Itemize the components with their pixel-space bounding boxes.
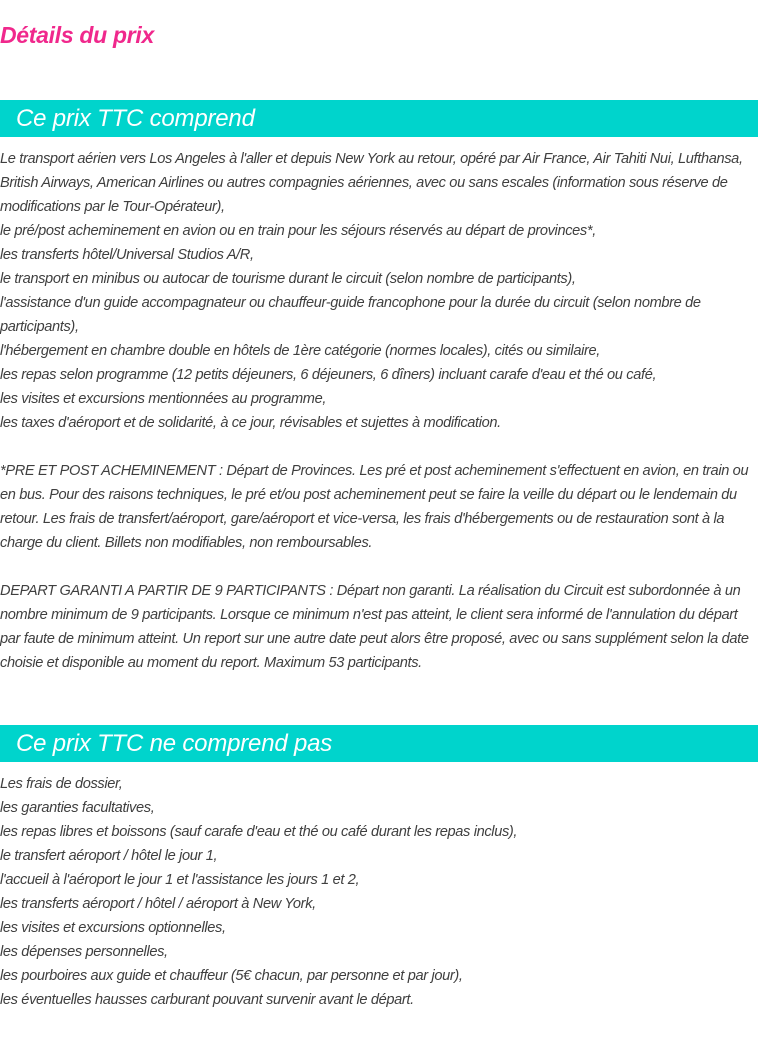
included-item: Le transport aérien vers Los Angeles à l'aller et depuis New York au retour, opéré par Air France, Air Tahiti Nui, Lufthansa, British Airways, American Airlines ou autres compagnies aériennes, avec ou sans escales (information sous réserve de modifications par le Tour-Opérateur), [0, 151, 743, 215]
page-title: Détails du prix [0, 22, 154, 48]
not-included-item: les dépenses personnelles, [0, 944, 168, 960]
not-included-content [0, 772, 758, 1012]
spacer [0, 555, 758, 579]
not-included-item: Les frais de dossier, [0, 776, 123, 792]
included-heading: Ce prix TTC comprend [16, 105, 255, 132]
not-included-item: les repas libres et boissons (sauf carafe d'eau et thé ou café durant les repas inclus), [0, 824, 518, 840]
not-included-item: les pourboires aux guide et chauffeur (5€ chacun, par personne et par jour), [0, 968, 463, 984]
spacer [0, 435, 758, 459]
included-item: les visites et excursions mentionnées au programme, [0, 391, 327, 407]
included-item: le pré/post acheminement en avion ou en train pour les séjours réservés au départ de provinces*, [0, 223, 596, 239]
included-section-header [0, 100, 758, 137]
not-included-item: l'accueil à l'aéroport le jour 1 et l'assistance les jours 1 et 2, [0, 872, 360, 888]
included-item: les taxes d'aéroport et de solidarité, à ce jour, révisables et sujettes à modification. [0, 415, 501, 431]
not-included-section-header [0, 725, 758, 762]
included-content [0, 147, 758, 675]
not-included-item: les visites et excursions optionnelles, [0, 920, 226, 936]
included-item: les transferts hôtel/Universal Studios A/R, [0, 247, 254, 263]
guaranteed-departure-note: DEPART GARANTI A PARTIR DE 9 PARTICIPANTS : Départ non garanti. La réalisation du Circuit est subordonnée à un nombre minimum de 9 participants. Lorsque ce minimum n'est pas atteint, le client sera informé de l'annulation du départ par faute de minimum atteint. Un report sur une autre date peut alors être proposé, avec ou sans supplément selon la date choisie et disponible au moment du report. Maximum 53 participants. [0, 583, 749, 671]
not-included-list [0, 772, 758, 1012]
not-included-item: le transfert aéroport / hôtel le jour 1, [0, 848, 218, 864]
included-list [0, 147, 758, 435]
not-included-heading: Ce prix TTC ne comprend pas [16, 730, 333, 757]
included-item: le transport en minibus ou autocar de tourisme durant le circuit (selon nombre de participants), [0, 271, 576, 287]
not-included-item: les éventuelles hausses carburant pouvant survenir avant le départ. [0, 992, 414, 1008]
pre-post-note: *PRE ET POST ACHEMINEMENT : Départ de Provinces. Les pré et post acheminement s'effectuent en avion, en train ou en bus. Pour des raisons techniques, le pré et/ou post acheminement peut se faire la veille du départ ou le lendemain du retour. Les frais de transfert/aéroport, gare/aéroport et vice-versa, les frais d'hébergements ou de restauration sont à la charge du client. Billets non modifiables, non remboursables. [0, 463, 749, 551]
not-included-item: les transferts aéroport / hôtel / aéroport à New York, [0, 896, 316, 912]
included-item: les repas selon programme (12 petits déjeuners, 6 déjeuners, 6 dîners) incluant carafe d'eau et thé ou café, [0, 367, 657, 383]
included-item: l'hébergement en chambre double en hôtels de 1ère catégorie (normes locales), cités ou similaire, [0, 343, 600, 359]
not-included-item: les garanties facultatives, [0, 800, 155, 816]
included-item: l'assistance d'un guide accompagnateur ou chauffeur-guide francophone pour la durée du circuit (selon nombre de participants), [0, 295, 701, 335]
